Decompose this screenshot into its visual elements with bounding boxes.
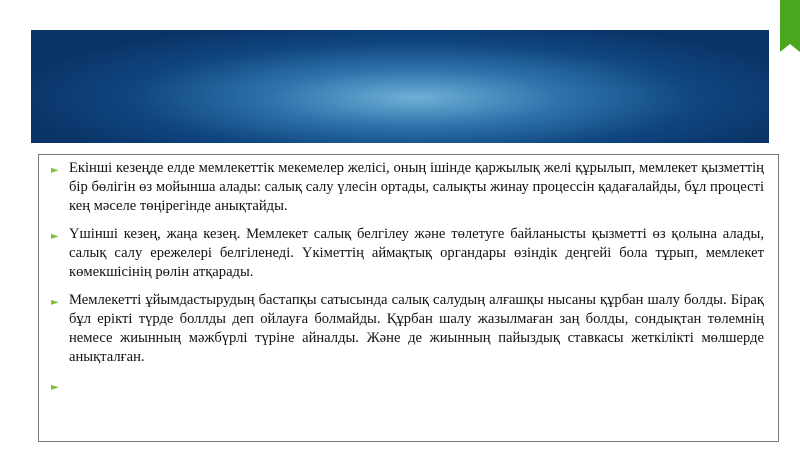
paragraph-text: Үшінші кезең, жаңа кезең. Мемлекет салық белгілеу және төлетуге байланысты қызметті өз қолына алады, салық салу ережелері белгіленеді. Үкіметтің аймақтық органдары өзіндік деңгейі бола тұрып, мемлекет көмекшісінің рөлін атқарады.: [69, 226, 764, 280]
bullet-item: [51, 159, 764, 216]
paragraph-text: Мемлекетті ұйымдастырудың бастапқы сатысында салық салудың алғашқы нысаны құрбан шалу болды. Бірақ бұл ерікті түрде боллды деп ойлауға болмайды. Құрбан шалу жазылмаған заң болды, сондықтан төлемнің немесе жиынның мәжбүрлі түріне айналды. Және де жиынның пайыздық ставкасы жеткілікті мөлшерде анықталған.: [69, 292, 764, 365]
bullet-item: [51, 225, 764, 282]
corner-accent-bar: [780, 0, 800, 44]
bullet-item: [51, 291, 764, 367]
paragraph-text: Екінші кезеңде елде мемлекеттік мекемелер желісі, оның ішінде қаржылық желі құрылып, мемлекет қызметтің бір бөлігін өз мойынша алады: салық салу үлесін ортады, салықты жинау процессін қадағалайды, бұл процесті кең мәселе төңірегінде анықтайды.: [69, 160, 764, 214]
header-banner: [31, 30, 769, 143]
bullet-arrow-icon: ►: [51, 231, 59, 242]
bullet-list: [51, 159, 764, 393]
bullet-arrow-icon: ►: [51, 382, 59, 393]
corner-accent-notch: [780, 44, 800, 52]
content-box: [38, 154, 779, 442]
bullet-arrow-icon: ►: [51, 297, 59, 308]
bullet-arrow-icon: ►: [51, 165, 59, 176]
